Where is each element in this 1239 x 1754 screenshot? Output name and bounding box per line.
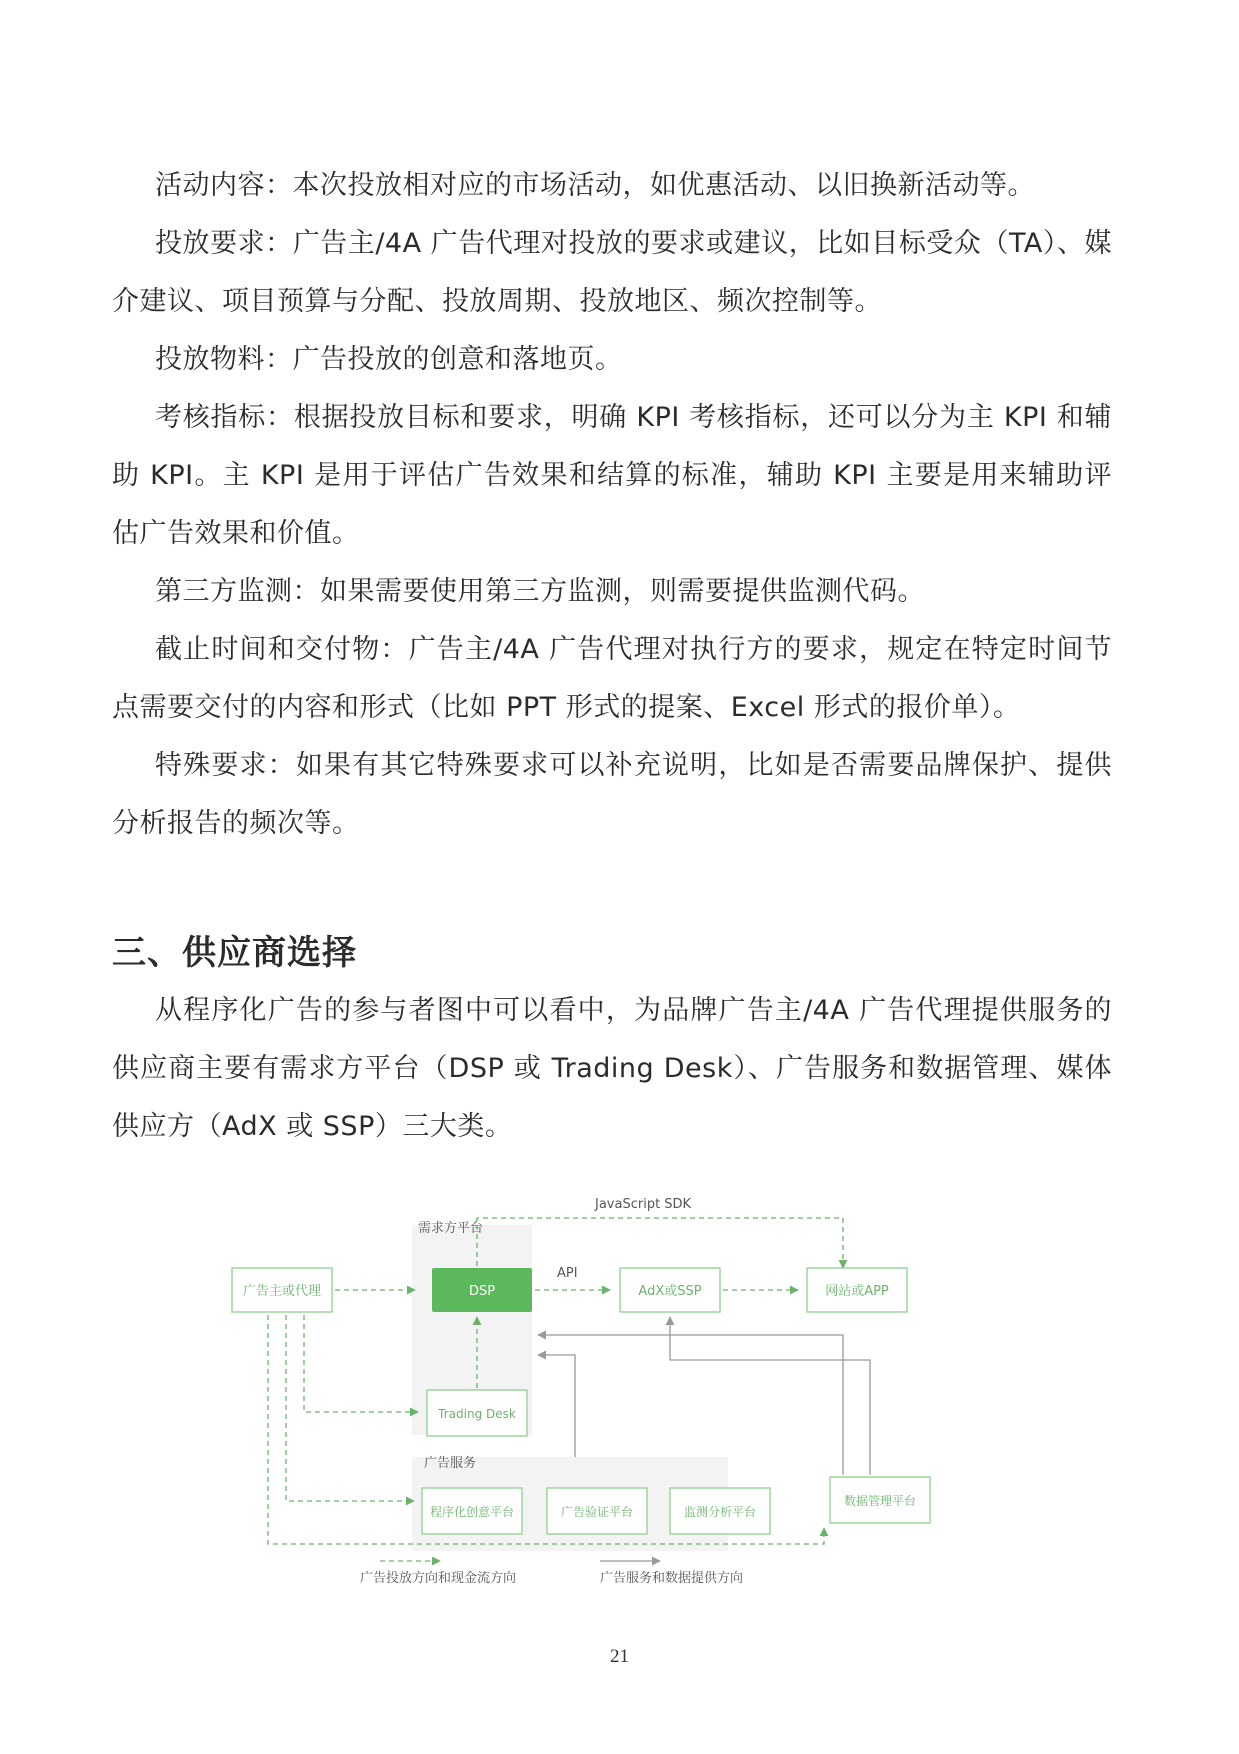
node-trading-desk-label: Trading Desk (438, 1407, 516, 1421)
node-advertiser-label: 广告主或代理 (242, 1284, 322, 1299)
arrow-dmp-adx (670, 1317, 870, 1475)
node-monitor (670, 1488, 770, 1534)
node-creative-label: 程序化创意平台 (429, 1505, 515, 1519)
node-dmp (830, 1477, 930, 1523)
paragraph-materials: 投放物料：广告投放的创意和落地页。 (155, 344, 623, 375)
legend-dashed-label: 广告投放方向和现金流方向 (360, 1571, 517, 1586)
arrow-advertiser-creative (286, 1315, 414, 1501)
node-advertiser (232, 1268, 332, 1312)
section-heading: 三、供应商选择 (112, 933, 357, 973)
dsp-group-label: 需求方平台 (418, 1221, 484, 1236)
node-site-label: 网站或APP (825, 1284, 889, 1299)
node-monitor-label: 监测分析平台 (683, 1505, 757, 1519)
paragraph-special: 特殊要求：如果有其它特殊要求可以补充说明，比如是否需要品牌保护、提供分析报告的频次等。 (112, 750, 1112, 839)
node-dsp-label: DSP (468, 1284, 496, 1299)
paragraph-kpi: 考核指标：根据投放目标和要求，明确 KPI 考核指标，还可以分为主 KPI 和辅助 KPI。主 KPI 是用于评估广告效果和结算的标准，辅助 KPI 主要是用来辅助评估广告效果和价值。 (112, 402, 1112, 549)
node-verify-label: 广告验证平台 (560, 1505, 634, 1519)
paragraph-requirements: 投放要求：广告主/4A 广告代理对投放的要求或建议，比如目标受众（TA）、媒介建议、项目预算与分配、投放周期、投放地区、频次控制等。 (112, 228, 1112, 317)
legend-solid-label: 广告服务和数据提供方向 (600, 1571, 744, 1586)
arrow-service-dsp (538, 1355, 575, 1457)
sdk-label: JavaScript SDK (595, 1197, 692, 1212)
node-dsp (432, 1268, 532, 1312)
node-verify (547, 1488, 647, 1534)
section-paragraph: 从程序化广告的参与者图中可以看中，为品牌广告主/4A 广告代理提供服务的供应商主要有需求方平台（DSP 或 Trading Desk）、广告服务和数据管理、媒体供应方（AdX 或 SSP）三大类。 (112, 995, 1112, 1142)
node-site (807, 1268, 907, 1312)
node-trading-desk (427, 1390, 527, 1436)
paragraph-deadline: 截止时间和交付物：广告主/4A 广告代理对执行方的要求，规定在特定时间节点需要交付的内容和形式（比如 PPT 形式的提案、Excel 形式的报价单）。 (112, 634, 1112, 723)
node-adx (620, 1268, 720, 1312)
programmatic-ad-diagram (200, 1155, 960, 1595)
node-dmp-label: 数据管理平台 (843, 1494, 917, 1508)
paragraph-third-party: 第三方监测：如果需要使用第三方监测，则需要提供监测代码。 (155, 576, 925, 607)
page-number: 21 (610, 1646, 629, 1667)
node-adx-label: AdX或SSP (638, 1284, 702, 1299)
api-label: API (557, 1266, 578, 1281)
node-creative (422, 1488, 522, 1534)
arrow-dmp-dsp (538, 1335, 843, 1475)
ad-service-group-label: 广告服务 (424, 1456, 477, 1471)
paragraph-activity: 活动内容：本次投放相对应的市场活动，如优惠活动、以旧换新活动等。 (155, 170, 1035, 201)
arrow-advertiser-td (304, 1315, 418, 1412)
